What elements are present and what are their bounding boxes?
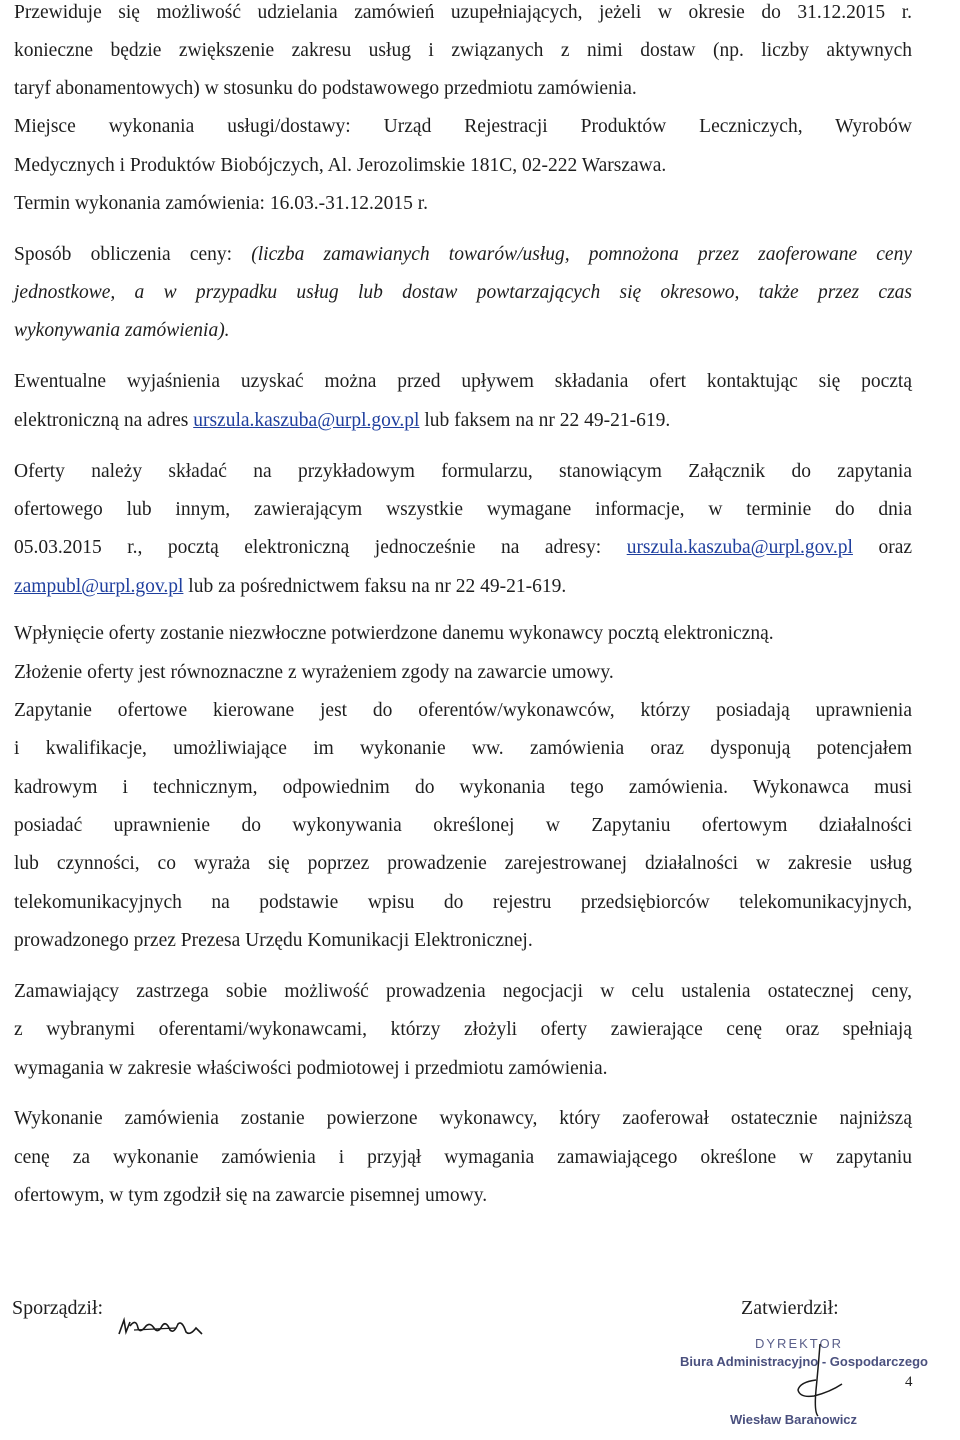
approved-by-label: Zatwierdził: <box>741 1297 839 1319</box>
stamp-office: Biura Administracyjno - Gospodarczego <box>680 1354 929 1369</box>
text-line: ofertowym, w tym zgodził się na zawarcie pisemnej umowy. <box>14 1185 488 1206</box>
text-line: taryf abonamentowych) w stosunku do podstawowego przedmiotu zamówienia. <box>14 78 637 99</box>
stamp-title: DYREKTOR <box>755 1336 843 1351</box>
text-line: ofertowego lub innym, zawierającym wszystkie wymagane informacje, w terminie do dnia <box>14 499 912 520</box>
stamp-name: Wiesław Baranowicz <box>730 1412 858 1427</box>
text-line: Wpłynięcie oferty zostanie niezwłoczne potwierdzone danemu wykonawcy pocztą elektroniczną. <box>14 623 774 644</box>
text-line: Zamawiający zastrzega sobie możliwość prowadzenia negocjacji w celu ustalenia ostatecznej ceny, <box>14 981 912 1002</box>
text-line: lub czynności, co wyraża się poprzez prowadzenie zarejestrowanej działalności w zakresie usług <box>14 853 912 874</box>
text-line: cenę za wykonanie zamówienia i przyjął wymagania zamawiającego określone w zapytaniu <box>14 1147 912 1168</box>
email-link-kaszuba-2[interactable]: urszula.kaszuba@urpl.gov.pl <box>626 537 853 558</box>
text-line: Miejsce wykonania usługi/dostawy: Urząd Rejestracji Produktów Leczniczych, Wyrobów <box>14 116 912 137</box>
prepared-by-label: Sporządził: <box>12 1297 104 1319</box>
text-line: konieczne będzie zwiększenie zakresu usług i związanych z nimi dostaw (np. liczby aktywnych <box>14 40 912 61</box>
oraz-text: oraz <box>878 537 913 558</box>
approved-signature-image <box>790 1340 850 1420</box>
text-line: Medycznych i Produktów Biobójczych, Al. Jerozolimskie 181C, 02-222 Warszawa. <box>14 155 667 176</box>
offer-fax-line <box>14 575 912 599</box>
contact-text: elektroniczną na adres <box>14 410 189 431</box>
offer-fax-text: lub za pośrednictwem faksu na nr 22 49-21-619. <box>188 576 567 597</box>
text-line: Termin wykonania zamówienia: 16.03.-31.12.2015 r. <box>14 193 429 214</box>
offer-address-line <box>14 536 912 560</box>
email-link-zampubl[interactable]: zampubl@urpl.gov.pl <box>14 576 184 597</box>
prepared-signature-image <box>116 1314 206 1340</box>
text-line: Przewiduje się możliwość udzielania zamówień uzupełniających, jeżeli w okresie do 31.12.2015 r. <box>14 2 912 23</box>
text-line: Złożenie oferty jest równoznaczne z wyrażeniem zgody na zawarcie umowy. <box>14 662 614 683</box>
email-link-kaszuba[interactable]: urszula.kaszuba@urpl.gov.pl <box>193 410 420 431</box>
text-line: telekomunikacyjnych na podstawie wpisu do rejestru przedsiębiorców telekomunikacyjnych, <box>14 892 912 913</box>
text-line: i kwalifikacje, umożliwiające im wykonanie ww. zamówienia oraz dysponują potencjałem <box>14 738 912 759</box>
text-line: prowadzonego przez Prezesa Urzędu Komunikacji Elektronicznej. <box>14 930 533 951</box>
text-line: kadrowym i technicznym, odpowiednim do wykonania tego zamówienia. Wykonawca musi <box>14 777 912 798</box>
text-line: jednostkowe, a w przypadku usług lub dostaw powtarzających się okresowo, także przez czas <box>14 282 912 303</box>
text-line: z wybranymi oferentami/wykonawcami, którzy złożyli oferty zawierające cenę oraz spełniają <box>14 1019 912 1040</box>
price-method-line <box>14 243 912 267</box>
text-line: wykonywania zamówienia). <box>14 320 230 341</box>
text-line: posiadać uprawnienie do wykonywania określonej w Zapytaniu ofertowym działalności <box>14 815 912 836</box>
text-line: Zapytanie ofertowe kierowane jest do oferentów/wykonawców, którzy posiadają uprawnienia <box>14 700 912 721</box>
price-method-text: Sposób obliczenia ceny: (liczba zamawianych towarów/usług, pomnożona przez zaoferowane ceny <box>14 244 912 265</box>
text-line: Ewentualne wyjaśnienia uzyskać można przed upływem składania ofert kontaktując się pocztą <box>14 371 912 392</box>
offer-address-text: 05.03.2015 r., pocztą elektroniczną jednocześnie na adresy: <box>14 537 602 558</box>
text-line: Oferty należy składać na przykładowym formularzu, stanowiącym Załącznik do zapytania <box>14 461 912 482</box>
contact-line <box>14 409 912 433</box>
text-line: wymagania w zakresie właściwości podmiotowej i przedmiotu zamówienia. <box>14 1058 608 1079</box>
text-line: Wykonanie zamówienia zostanie powierzone wykonawcy, który zaoferował ostatecznie najniższą <box>14 1108 912 1129</box>
page-number: 4 <box>905 1374 913 1390</box>
contact-fax-text: lub faksem na nr 22 49-21-619. <box>424 410 671 431</box>
